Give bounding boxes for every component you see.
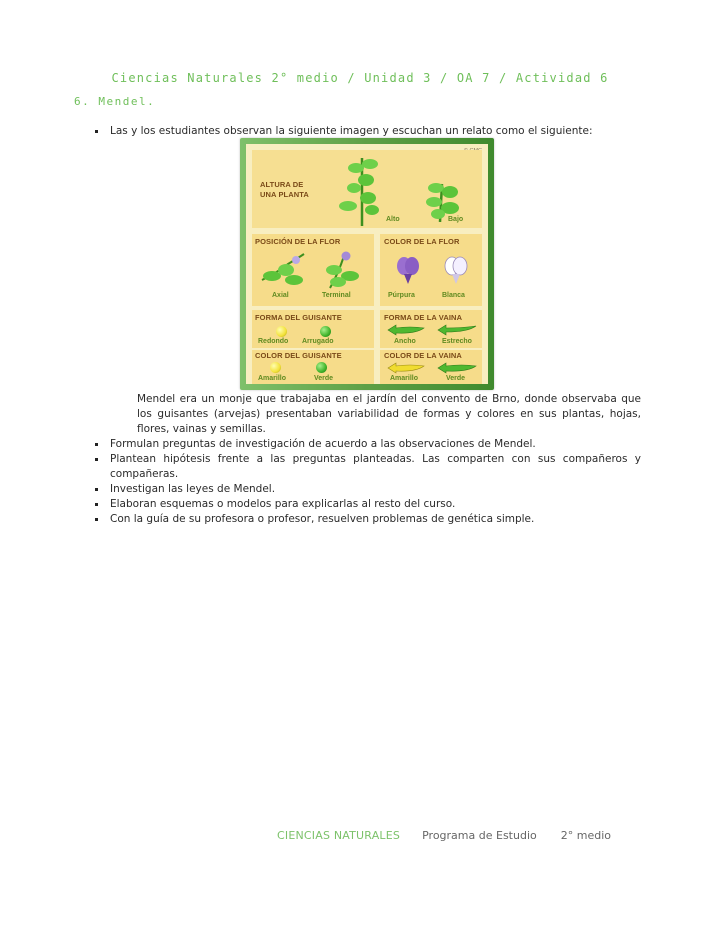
green-pod-icon xyxy=(436,362,478,374)
panel-seed-shape xyxy=(252,310,374,348)
white-flower-icon xyxy=(444,256,468,286)
narrow-pod-icon xyxy=(436,324,478,336)
option-label: Verde xyxy=(314,375,334,382)
panel-title: COLOR DE LA FLOR xyxy=(384,237,460,246)
footer-subject: CIENCIAS NATURALES xyxy=(277,829,401,842)
panel-title: ALTURA DE xyxy=(260,180,304,189)
panel-title: FORMA DEL GUISANTE xyxy=(255,313,342,322)
footer-program: Programa de Estudio xyxy=(422,829,537,842)
intro-list xyxy=(93,124,641,139)
section-title: 6. Mendel. xyxy=(74,95,156,108)
option-label: Estrecho xyxy=(442,338,472,345)
list-item: Elaboran esquemas o modelos para explicarlas al resto del curso. xyxy=(93,497,641,512)
wide-pod-icon xyxy=(386,324,426,336)
option-label: Amarillo xyxy=(390,375,419,382)
figure-canvas xyxy=(246,144,488,384)
panel-title: FORMA DE LA VAINA xyxy=(384,313,463,322)
footer-grade: 2° medio xyxy=(560,829,611,842)
yellow-pod-icon xyxy=(386,362,426,374)
panel-pod-color xyxy=(380,350,482,384)
panel-title: UNA PLANTA xyxy=(260,190,309,199)
panel-pod-shape xyxy=(380,310,482,348)
activity-list xyxy=(93,437,641,527)
terminal-flower-plant-icon xyxy=(320,250,368,290)
option-label: Terminal xyxy=(322,292,351,299)
list-item: Formulan preguntas de investigación de acuerdo a las observaciones de Mendel. xyxy=(93,437,641,452)
list-item: Las y los estudiantes observan la siguiente imagen y escuchan un relato como el siguiente: xyxy=(93,124,641,139)
list-item: Investigan las leyes de Mendel. xyxy=(93,482,641,497)
panel-title: POSICIÓN DE LA FLOR xyxy=(255,237,341,246)
mendel-traits-figure xyxy=(240,138,494,390)
option-label: Bajo xyxy=(448,216,464,223)
option-label: Arrugado xyxy=(302,338,334,345)
list-item: Con la guía de su profesora o profesor, resuelven problemas de genética simple. xyxy=(93,512,641,527)
purple-flower-icon xyxy=(396,256,420,286)
option-label: Blanca xyxy=(442,292,465,299)
option-label: Alto xyxy=(386,216,400,223)
panel-flower-position xyxy=(252,234,374,306)
option-label: Axial xyxy=(272,292,289,299)
mendel-story-paragraph: Mendel era un monje que trabajaba en el jardín del convento de Brno, donde observaba que los guisantes (arvejas) presentaban variabilidad de formas y colores en sus plantas, hojas, flores, vainas y semillas. xyxy=(137,393,641,435)
option-label: Amarillo xyxy=(258,375,287,382)
panel-title: COLOR DE LA VAINA xyxy=(384,351,462,360)
yellow-pea-icon xyxy=(270,362,281,373)
wrinkled-pea-icon xyxy=(320,326,331,337)
round-pea-icon xyxy=(276,326,287,337)
document-breadcrumb: Ciencias Naturales 2° medio / Unidad 3 / OA 7 / Actividad 6 xyxy=(111,71,609,85)
option-label: Redondo xyxy=(258,338,289,345)
green-pea-icon xyxy=(316,362,327,373)
panel-title: COLOR DEL GUISANTE xyxy=(255,351,342,360)
page-footer xyxy=(277,829,611,842)
panel-flower-color xyxy=(380,234,482,306)
axial-flower-plant-icon xyxy=(258,250,308,290)
panel-seed-color xyxy=(252,350,374,384)
option-label: Verde xyxy=(446,375,466,382)
option-label: Ancho xyxy=(394,338,416,345)
list-item: Plantean hipótesis frente a las preguntas planteadas. Las comparten con sus compañeros y compañeras. xyxy=(93,452,641,482)
option-label: Púrpura xyxy=(388,292,415,299)
panel-plant-height xyxy=(252,150,482,228)
tall-plant-icon xyxy=(332,154,392,226)
